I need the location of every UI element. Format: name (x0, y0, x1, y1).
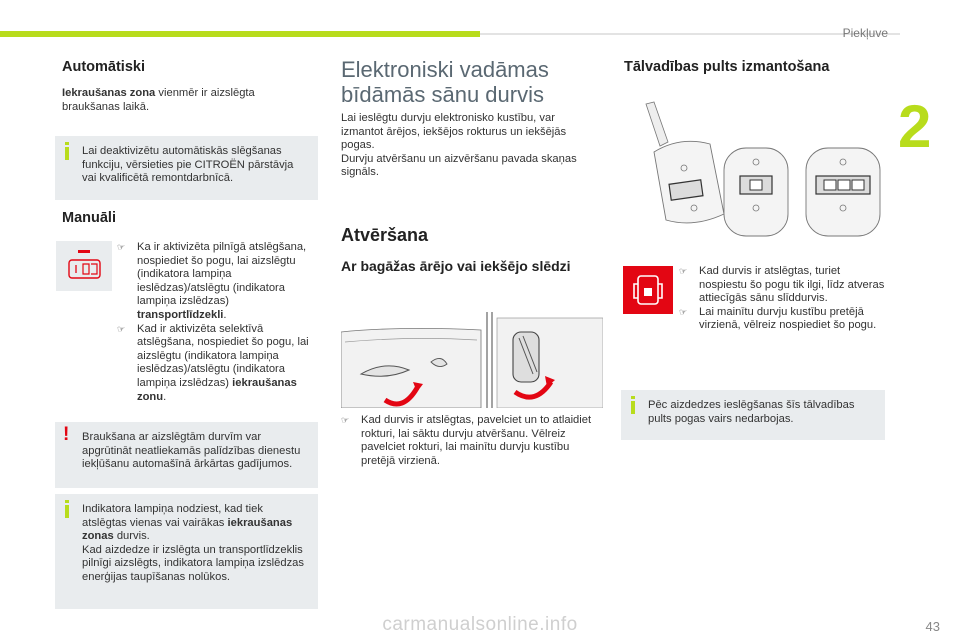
finger-pointer-icon: ☞ (679, 266, 688, 276)
finger-pointer-icon: ☞ (117, 323, 126, 334)
manual-title: Manuāli (62, 210, 116, 226)
info-note-remote-text: Pēc aizdedzes ieslēgšanas šīs tālvadības pults pogas vairs nedarbojas. (648, 399, 855, 425)
exclamation-icon: ! (63, 424, 70, 445)
handle-bullets (341, 414, 601, 468)
warning-text: Braukšana ar aizslēgtām durvīm var apgrūtināt neatliekamās palīdzības dienestu iekļūšanu automašīnā ārkārtas gadījumos. (82, 431, 301, 471)
info-note-indicator-text: Indikatora lampiņa nodziest, kad tiek atslēgtas vienas vai vairākas iekraušanas zonas durvis. Kad aizdedze ir izslēgta un transportlīdzeklis pilnīgi aizslēgts, indikatora lampiņa izslēdzas enerģijas taupīšanas nolūkos. (82, 503, 304, 583)
manual-bullet-full: ☞ Ka ir aktivizēta pilnīgā atslēgšana, nospiediet šo pogu, lai aizslēgtu (indikatora lampiņa ieslēdzas)/atslēgtu (indikatora lampiņa izslēdzas) transportlīdzekli. (117, 241, 307, 321)
manual-bullet-selective: ☞ Kad ir aktivizēta selektīvā atslēgšana, nospiediet šo pogu, lai aizslēgtu (indikatora lampiņa ieslēdzas)/atslēgtu (indikatora lampiņa izslēdzas) iekraušanas zonu. (117, 322, 309, 403)
door-handles-illustration (341, 312, 603, 408)
finger-pointer-icon: ☞ (341, 415, 350, 425)
lock-button-icon (56, 241, 112, 291)
loading-zone-term: Iekraušanas zona (62, 87, 156, 99)
door-handle-drawing (341, 312, 603, 408)
info-icon (65, 147, 69, 160)
remote-bullet-reverse: ☞ Lai mainītu durvju kustību pretējā virzienā, vēlreiz nospiediet šo pogu. (679, 305, 877, 332)
automatic-title: Automātiski (62, 59, 145, 75)
finger-pointer-icon: ☞ (679, 306, 688, 317)
opening-title: Atvēršana (341, 225, 429, 245)
remote-bullet-open: ☞ Kad durvis ir atslēgtas, turiet nospiestu šo pogu tik ilgi, līdz atveras attiecīgās sānu slīddurvis. (679, 265, 885, 305)
remote-key-drawing (636, 100, 888, 244)
warning-note (55, 422, 318, 488)
sliding-door-button-illustration (623, 266, 673, 314)
info-icon (65, 505, 69, 518)
section-name: Piekļuve (842, 26, 888, 40)
header-rule (480, 33, 900, 35)
remote-keys-illustration (636, 100, 888, 244)
sliding-door-icon (623, 266, 673, 314)
page-number: 43 (925, 619, 940, 634)
remote-bullets (679, 265, 887, 333)
handle-bullet: ☞ Kad durvis ir atslēgtas, pavelciet un to atlaidiet rokturi, lai sāktu durvju atvēršanu. Vēlreiz pavelciet rokturi, lai mainītu durvju kustību pretējā virzienā. (341, 414, 592, 467)
info-note-text: Lai deaktivizētu automātiskās slēgšanas funkciju, vērsieties pie CITROËN pārstāvja vai kvalificētā remontdarbnīcā. (82, 145, 294, 185)
manual-bullets (117, 241, 317, 404)
info-note-remote (621, 390, 885, 440)
sliding-doors-title: Elektroniski vadāmas bīdāmās sānu durvis (341, 57, 549, 107)
finger-pointer-icon: ☞ (117, 242, 126, 252)
handle-subtitle: Ar bagāžas ārējo vai iekšējo slēdzi (341, 258, 571, 274)
info-note-automatic (55, 136, 318, 200)
watermark: carmanualsonline.info (382, 614, 578, 635)
info-icon (631, 401, 635, 414)
lock-button-illustration (56, 241, 112, 291)
sliding-doors-intro: Lai ieslēgtu durvju elektronisko kustību, var izmantot ārējos, iekšējos rokturus un iekšējās pogas. Durvju atvēršanu un aizvēršanu pavada skaņas signāls. (341, 112, 577, 179)
automatic-paragraph: Iekraušanas zona vienmēr ir aizslēgta braukšanas laikā. (62, 87, 255, 113)
remote-title: Tālvadības pults izmantošana (624, 59, 830, 75)
chapter-number: 2 (898, 93, 932, 160)
info-note-indicator (55, 494, 318, 609)
header-accent-bar (0, 31, 480, 37)
